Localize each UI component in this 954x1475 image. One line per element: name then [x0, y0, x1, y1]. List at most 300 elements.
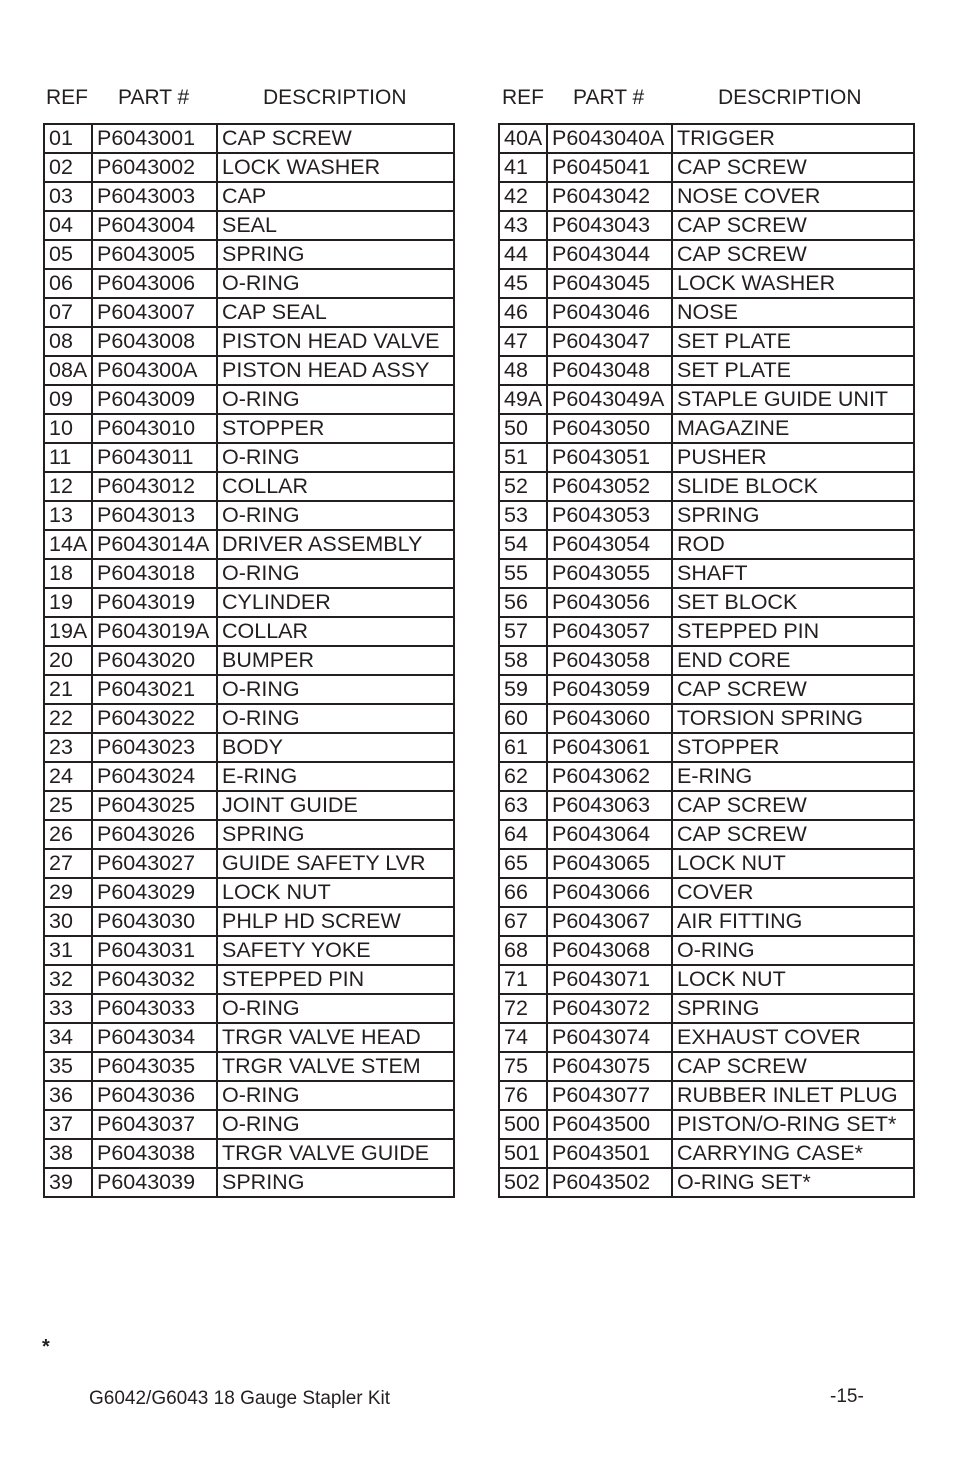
ref-cell: 62: [499, 762, 547, 791]
ref-cell: 20: [44, 646, 92, 675]
table-row: [44, 472, 454, 501]
description-cell: O-RING SET*: [672, 1168, 914, 1197]
description-cell: O-RING: [217, 501, 454, 530]
description-cell: CARRYING CASE*: [672, 1139, 914, 1168]
part-number-cell: P6043052: [547, 472, 672, 501]
ref-cell: 07: [44, 298, 92, 327]
table-row: [44, 327, 454, 356]
table-row: [499, 1023, 914, 1052]
ref-cell: 12: [44, 472, 92, 501]
part-number-cell: P6043002: [92, 153, 217, 182]
part-number-cell: P6043056: [547, 588, 672, 617]
part-number-cell: P6043022: [92, 704, 217, 733]
ref-cell: 22: [44, 704, 92, 733]
part-number-cell: P6043020: [92, 646, 217, 675]
description-cell: CAP SCREW: [672, 211, 914, 240]
part-number-cell: P6043025: [92, 791, 217, 820]
description-cell: SAFETY YOKE: [217, 936, 454, 965]
ref-cell: 38: [44, 1139, 92, 1168]
table-row: [499, 443, 914, 472]
description-cell: O-RING: [217, 1081, 454, 1110]
parts-table-right: [498, 123, 915, 1198]
table-row: [499, 124, 914, 153]
description-cell: O-RING: [217, 385, 454, 414]
description-cell: SET BLOCK: [672, 588, 914, 617]
description-cell: O-RING: [217, 675, 454, 704]
header-ref-right: REF: [502, 86, 544, 109]
description-cell: SEAL: [217, 211, 454, 240]
table-row: [44, 1052, 454, 1081]
ref-cell: 30: [44, 907, 92, 936]
ref-cell: 05: [44, 240, 92, 269]
description-cell: CAP SCREW: [672, 820, 914, 849]
parts-table-left: [43, 123, 455, 1198]
table-row: [499, 994, 914, 1023]
part-number-cell: P6043042: [547, 182, 672, 211]
part-number-cell: P6043050: [547, 414, 672, 443]
description-cell: SPRING: [217, 240, 454, 269]
part-number-cell: P6043011: [92, 443, 217, 472]
part-number-cell: P6043500: [547, 1110, 672, 1139]
part-number-cell: P6043005: [92, 240, 217, 269]
part-number-cell: P6043010: [92, 414, 217, 443]
description-cell: CAP SCREW: [217, 124, 454, 153]
table-row: [499, 675, 914, 704]
table-row: [44, 994, 454, 1023]
description-cell: CAP SCREW: [672, 1052, 914, 1081]
table-row: [499, 1052, 914, 1081]
description-cell: O-RING: [217, 994, 454, 1023]
ref-cell: 34: [44, 1023, 92, 1052]
ref-cell: 27: [44, 849, 92, 878]
part-number-cell: P6043021: [92, 675, 217, 704]
ref-cell: 37: [44, 1110, 92, 1139]
description-cell: LOCK NUT: [217, 878, 454, 907]
ref-cell: 60: [499, 704, 547, 733]
header-ref-left: REF: [46, 86, 88, 109]
footnote-asterisk: *: [42, 1336, 50, 1358]
table-row: [44, 907, 454, 936]
table-row: [499, 530, 914, 559]
table-row: [499, 704, 914, 733]
table-row: [44, 936, 454, 965]
ref-cell: 40A: [499, 124, 547, 153]
ref-cell: 45: [499, 269, 547, 298]
table-row: [44, 965, 454, 994]
ref-cell: 08A: [44, 356, 92, 385]
description-cell: DRIVER ASSEMBLY: [217, 530, 454, 559]
table-row: [44, 559, 454, 588]
table-row: [44, 878, 454, 907]
table-row: [499, 646, 914, 675]
ref-cell: 63: [499, 791, 547, 820]
part-number-cell: P6043075: [547, 1052, 672, 1081]
table-row: [499, 211, 914, 240]
ref-cell: 76: [499, 1081, 547, 1110]
ref-cell: 06: [44, 269, 92, 298]
description-cell: EXHAUST COVER: [672, 1023, 914, 1052]
table-row: [44, 617, 454, 646]
part-number-cell: P6043060: [547, 704, 672, 733]
description-cell: STOPPER: [672, 733, 914, 762]
description-cell: SET PLATE: [672, 327, 914, 356]
description-cell: CAP SCREW: [672, 791, 914, 820]
description-cell: STOPPER: [217, 414, 454, 443]
table-row: [499, 182, 914, 211]
part-number-cell: P6043024: [92, 762, 217, 791]
description-cell: SPRING: [672, 501, 914, 530]
part-number-cell: P6043072: [547, 994, 672, 1023]
ref-cell: 08: [44, 327, 92, 356]
description-cell: CAP: [217, 182, 454, 211]
part-number-cell: P6043009: [92, 385, 217, 414]
part-number-cell: P6043051: [547, 443, 672, 472]
table-row: [499, 501, 914, 530]
part-number-cell: P6043055: [547, 559, 672, 588]
ref-cell: 33: [44, 994, 92, 1023]
table-row: [44, 1110, 454, 1139]
part-number-cell: P6043043: [547, 211, 672, 240]
ref-cell: 75: [499, 1052, 547, 1081]
table-row: [44, 211, 454, 240]
table-row: [499, 762, 914, 791]
part-number-cell: P6043013: [92, 501, 217, 530]
ref-cell: 72: [499, 994, 547, 1023]
header-description-right: DESCRIPTION: [718, 86, 862, 109]
part-number-cell: P6043047: [547, 327, 672, 356]
ref-cell: 68: [499, 936, 547, 965]
description-cell: ROD: [672, 530, 914, 559]
table-row: [44, 182, 454, 211]
ref-cell: 19A: [44, 617, 92, 646]
part-number-cell: P6043030: [92, 907, 217, 936]
description-cell: AIR FITTING: [672, 907, 914, 936]
ref-cell: 19: [44, 588, 92, 617]
table-row: [499, 965, 914, 994]
part-number-cell: P6043036: [92, 1081, 217, 1110]
ref-cell: 56: [499, 588, 547, 617]
ref-cell: 44: [499, 240, 547, 269]
description-cell: SLIDE BLOCK: [672, 472, 914, 501]
description-cell: O-RING: [217, 704, 454, 733]
description-cell: O-RING: [672, 936, 914, 965]
part-number-cell: P6043001: [92, 124, 217, 153]
part-number-cell: P6043029: [92, 878, 217, 907]
ref-cell: 41: [499, 153, 547, 182]
description-cell: TRGR VALVE STEM: [217, 1052, 454, 1081]
part-number-cell: P6043054: [547, 530, 672, 559]
description-cell: TORSION SPRING: [672, 704, 914, 733]
ref-cell: 43: [499, 211, 547, 240]
table-row: [44, 1023, 454, 1052]
part-number-cell: P6043040A: [547, 124, 672, 153]
part-number-cell: P6043027: [92, 849, 217, 878]
part-number-cell: P6043046: [547, 298, 672, 327]
table-row: [499, 385, 914, 414]
header-description-left: DESCRIPTION: [263, 86, 407, 109]
part-number-cell: P6043049A: [547, 385, 672, 414]
table-row: [499, 414, 914, 443]
description-cell: COLLAR: [217, 617, 454, 646]
description-cell: SPRING: [217, 1168, 454, 1197]
part-number-cell: P6043006: [92, 269, 217, 298]
table-row: [499, 588, 914, 617]
description-cell: TRGR VALVE GUIDE: [217, 1139, 454, 1168]
part-number-cell: P6043057: [547, 617, 672, 646]
table-row: [499, 733, 914, 762]
ref-cell: 14A: [44, 530, 92, 559]
description-cell: SET PLATE: [672, 356, 914, 385]
table-row: [499, 849, 914, 878]
ref-cell: 02: [44, 153, 92, 182]
description-cell: TRGR VALVE HEAD: [217, 1023, 454, 1052]
part-number-cell: P604300A: [92, 356, 217, 385]
table-row: [44, 1081, 454, 1110]
table-row: [499, 617, 914, 646]
table-row: [44, 269, 454, 298]
part-number-cell: P6043019A: [92, 617, 217, 646]
part-number-cell: P6043044: [547, 240, 672, 269]
table-row: [44, 153, 454, 182]
description-cell: SHAFT: [672, 559, 914, 588]
ref-cell: 57: [499, 617, 547, 646]
part-number-cell: P6043077: [547, 1081, 672, 1110]
table-row: [499, 820, 914, 849]
part-number-cell: P6043032: [92, 965, 217, 994]
ref-cell: 61: [499, 733, 547, 762]
part-number-cell: P6043039: [92, 1168, 217, 1197]
part-number-cell: P6043003: [92, 182, 217, 211]
ref-cell: 39: [44, 1168, 92, 1197]
table-row: [499, 559, 914, 588]
part-number-cell: P6043071: [547, 965, 672, 994]
ref-cell: 36: [44, 1081, 92, 1110]
description-cell: PISTON/O-RING SET*: [672, 1110, 914, 1139]
description-cell: END CORE: [672, 646, 914, 675]
part-number-cell: P6043045: [547, 269, 672, 298]
description-cell: CAP SCREW: [672, 240, 914, 269]
part-number-cell: P6043065: [547, 849, 672, 878]
part-number-cell: P6043048: [547, 356, 672, 385]
description-cell: NOSE: [672, 298, 914, 327]
part-number-cell: P6043058: [547, 646, 672, 675]
description-cell: BUMPER: [217, 646, 454, 675]
part-number-cell: P6043067: [547, 907, 672, 936]
table-row: [499, 472, 914, 501]
header-part-left: PART #: [118, 86, 190, 109]
part-number-cell: P6043066: [547, 878, 672, 907]
ref-cell: 11: [44, 443, 92, 472]
table-row: [44, 1168, 454, 1197]
ref-cell: 65: [499, 849, 547, 878]
description-cell: MAGAZINE: [672, 414, 914, 443]
description-cell: STAPLE GUIDE UNIT: [672, 385, 914, 414]
description-cell: GUIDE SAFETY LVR: [217, 849, 454, 878]
description-cell: O-RING: [217, 269, 454, 298]
table-row: [44, 385, 454, 414]
ref-cell: 64: [499, 820, 547, 849]
table-row: [499, 1139, 914, 1168]
table-row: [499, 878, 914, 907]
ref-cell: 59: [499, 675, 547, 704]
table-row: [44, 733, 454, 762]
ref-cell: 49A: [499, 385, 547, 414]
description-cell: BODY: [217, 733, 454, 762]
table-row: [44, 675, 454, 704]
ref-cell: 13: [44, 501, 92, 530]
description-cell: O-RING: [217, 559, 454, 588]
description-cell: STEPPED PIN: [217, 965, 454, 994]
ref-cell: 46: [499, 298, 547, 327]
table-row: [44, 298, 454, 327]
ref-cell: 35: [44, 1052, 92, 1081]
table-row: [44, 501, 454, 530]
part-number-cell: P6043061: [547, 733, 672, 762]
ref-cell: 55: [499, 559, 547, 588]
part-number-cell: P6043033: [92, 994, 217, 1023]
part-number-cell: P6043502: [547, 1168, 672, 1197]
ref-cell: 29: [44, 878, 92, 907]
description-cell: SPRING: [217, 820, 454, 849]
table-row: [44, 762, 454, 791]
part-number-cell: P6043074: [547, 1023, 672, 1052]
part-number-cell: P6043004: [92, 211, 217, 240]
part-number-cell: P6043063: [547, 791, 672, 820]
ref-cell: 21: [44, 675, 92, 704]
table-row: [44, 240, 454, 269]
table-row: [44, 704, 454, 733]
table-row: [44, 530, 454, 559]
description-cell: PISTON HEAD VALVE: [217, 327, 454, 356]
part-number-cell: P6043018: [92, 559, 217, 588]
description-cell: LOCK WASHER: [672, 269, 914, 298]
table-row: [499, 298, 914, 327]
table-row: [499, 1168, 914, 1197]
ref-cell: 67: [499, 907, 547, 936]
ref-cell: 10: [44, 414, 92, 443]
part-number-cell: P6043026: [92, 820, 217, 849]
footer-title: G6042/G6043 18 Gauge Stapler Kit: [89, 1388, 391, 1409]
table-row: [44, 124, 454, 153]
table-row: [499, 269, 914, 298]
description-cell: TRIGGER: [672, 124, 914, 153]
ref-cell: 31: [44, 936, 92, 965]
table-row: [44, 1139, 454, 1168]
description-cell: STEPPED PIN: [672, 617, 914, 646]
description-cell: LOCK NUT: [672, 965, 914, 994]
table-row: [44, 443, 454, 472]
description-cell: CAP SCREW: [672, 675, 914, 704]
table-row: [44, 849, 454, 878]
table-row: [499, 791, 914, 820]
table-row: [44, 356, 454, 385]
part-number-cell: P6043064: [547, 820, 672, 849]
description-cell: O-RING: [217, 443, 454, 472]
part-number-cell: P6043059: [547, 675, 672, 704]
part-number-cell: P6043031: [92, 936, 217, 965]
table-row: [44, 646, 454, 675]
ref-cell: 24: [44, 762, 92, 791]
ref-cell: 66: [499, 878, 547, 907]
description-cell: SPRING: [672, 994, 914, 1023]
table-row: [499, 240, 914, 269]
ref-cell: 502: [499, 1168, 547, 1197]
table-row: [44, 820, 454, 849]
ref-cell: 71: [499, 965, 547, 994]
table-row: [499, 1110, 914, 1139]
ref-cell: 53: [499, 501, 547, 530]
ref-cell: 52: [499, 472, 547, 501]
header-part-right: PART #: [573, 86, 645, 109]
ref-cell: 74: [499, 1023, 547, 1052]
table-row: [499, 327, 914, 356]
part-number-cell: P6043037: [92, 1110, 217, 1139]
part-number-cell: P6045041: [547, 153, 672, 182]
table-row: [44, 414, 454, 443]
ref-cell: 26: [44, 820, 92, 849]
ref-cell: 48: [499, 356, 547, 385]
ref-cell: 18: [44, 559, 92, 588]
table-row: [499, 907, 914, 936]
description-cell: CAP SEAL: [217, 298, 454, 327]
ref-cell: 50: [499, 414, 547, 443]
description-cell: E-RING: [217, 762, 454, 791]
part-number-cell: P6043023: [92, 733, 217, 762]
table-row: [44, 588, 454, 617]
ref-cell: 47: [499, 327, 547, 356]
table-row: [499, 1081, 914, 1110]
description-cell: COLLAR: [217, 472, 454, 501]
ref-cell: 54: [499, 530, 547, 559]
page-number: -15-: [830, 1386, 864, 1407]
part-number-cell: P6043007: [92, 298, 217, 327]
part-number-cell: P6043038: [92, 1139, 217, 1168]
ref-cell: 03: [44, 182, 92, 211]
description-cell: PUSHER: [672, 443, 914, 472]
ref-cell: 500: [499, 1110, 547, 1139]
description-cell: CAP SCREW: [672, 153, 914, 182]
table-row: [44, 791, 454, 820]
part-number-cell: P6043012: [92, 472, 217, 501]
table-row: [499, 356, 914, 385]
description-cell: CYLINDER: [217, 588, 454, 617]
ref-cell: 58: [499, 646, 547, 675]
description-cell: RUBBER INLET PLUG: [672, 1081, 914, 1110]
description-cell: E-RING: [672, 762, 914, 791]
part-number-cell: P6043053: [547, 501, 672, 530]
description-cell: LOCK WASHER: [217, 153, 454, 182]
ref-cell: 42: [499, 182, 547, 211]
part-number-cell: P6043019: [92, 588, 217, 617]
description-cell: NOSE COVER: [672, 182, 914, 211]
ref-cell: 25: [44, 791, 92, 820]
description-cell: COVER: [672, 878, 914, 907]
part-number-cell: P6043068: [547, 936, 672, 965]
description-cell: JOINT GUIDE: [217, 791, 454, 820]
ref-cell: 04: [44, 211, 92, 240]
ref-cell: 01: [44, 124, 92, 153]
table-row: [499, 153, 914, 182]
description-cell: O-RING: [217, 1110, 454, 1139]
description-cell: LOCK NUT: [672, 849, 914, 878]
description-cell: PHLP HD SCREW: [217, 907, 454, 936]
table-row: [499, 936, 914, 965]
part-number-cell: P6043062: [547, 762, 672, 791]
ref-cell: 09: [44, 385, 92, 414]
ref-cell: 51: [499, 443, 547, 472]
ref-cell: 23: [44, 733, 92, 762]
part-number-cell: P6043008: [92, 327, 217, 356]
